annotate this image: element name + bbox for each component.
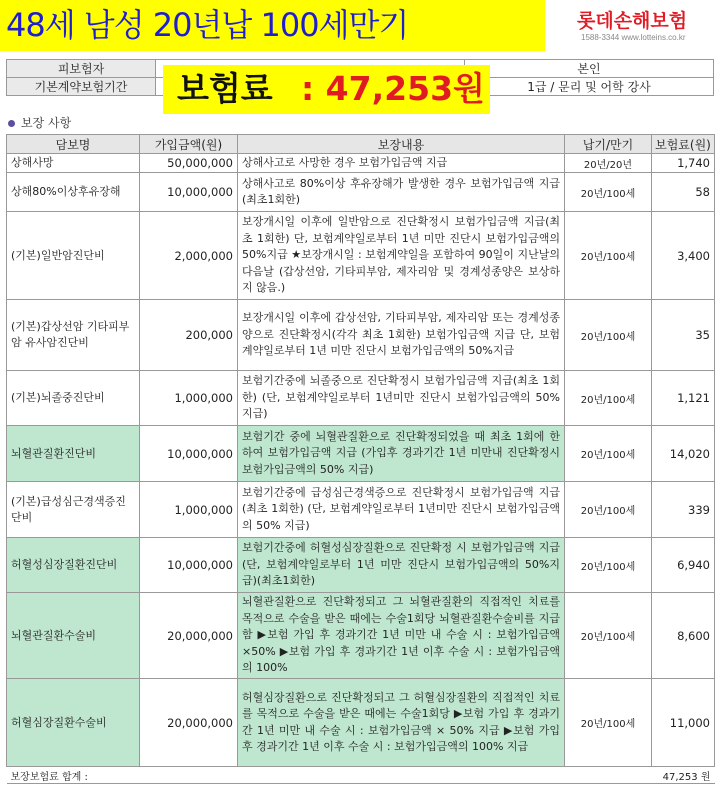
brand-contact: 1588-3344 www.lotteins.co.kr — [581, 33, 686, 42]
coverage-term: 20년/100세 — [565, 482, 652, 538]
coverage-premium: 1,740 — [652, 154, 715, 173]
insured-label: 피보험자 — [7, 60, 156, 78]
coverage-desc: 보장개시일 이후에 일반암으로 진단확정시 보험가입금액 지급(최초 1회한) 단, 보험계약일로부터 1년 미만 진단시 보험가입금액의 50%지급 ★보장개시일 : 보험계약일을 포함하여 90일이 지난날의 다음날 (갑상선암, 기타피부암, 제자리암 및 경계성종양은 보상하지 않음.) — [238, 212, 565, 300]
coverage-amount: 1,000,000 — [140, 482, 238, 538]
coverage-term: 20년/100세 — [565, 593, 652, 679]
brand-name: 롯데손해보험 — [577, 10, 688, 32]
coverage-amount: 2,000,000 — [140, 212, 238, 300]
table-row — [7, 300, 715, 371]
coverage-desc: 보장개시일 이후에 갑상선암, 기타피부암, 제자리암 또는 경계성종양으로 진단확정시(각각 최초 1회한) 보험가입금액 지급 단, 보험계약일로부터 1년 미만 진단시 보험가입금액의 50%지급 — [238, 300, 565, 371]
period-value: 1급 / 문리 및 어학 강사 — [465, 78, 714, 96]
coverage-premium: 58 — [652, 173, 715, 212]
premium-value: : 47,253원 — [301, 69, 485, 108]
coverage-desc: 상해사고로 사망한 경우 보험가입금액 지급 — [238, 154, 565, 173]
coverage-amount: 10,000,000 — [140, 426, 238, 482]
coverage-desc: 보험기간 중에 뇌혈관질환으로 진단확정되었을 때 최초 1회에 한하여 보험가입금액 지급 (가입후 경과기간 1년 미만내 진단확정시 보험가입금액의 50% 지급) — [238, 426, 565, 482]
coverage-name: 상해사망 — [7, 154, 140, 173]
section-title: 보장 사항 — [21, 116, 72, 130]
coverage-premium: 14,020 — [652, 426, 715, 482]
coverage-term: 20년/100세 — [565, 173, 652, 212]
table-header-row — [7, 135, 715, 154]
total-label: 보장보험료 합계 : — [7, 767, 652, 784]
header-premium: 보험료(원) — [652, 135, 715, 154]
table-row — [7, 212, 715, 300]
coverage-table — [6, 134, 715, 784]
table-row — [7, 538, 715, 593]
total-row — [7, 767, 715, 784]
header-description: 보장내용 — [238, 135, 565, 154]
coverage-term: 20년/20년 — [565, 154, 652, 173]
coverage-term: 20년/100세 — [565, 679, 652, 767]
insured-value: 본인 — [465, 60, 714, 78]
title-banner — [0, 0, 545, 51]
coverage-name: 상해80%이상후유장해 — [7, 173, 140, 212]
table-row — [7, 371, 715, 426]
table-row — [7, 154, 715, 173]
premium-highlight — [163, 65, 490, 114]
coverage-name: 뇌혈관질환수술비 — [7, 593, 140, 679]
coverage-amount: 1,000,000 — [140, 371, 238, 426]
coverage-term: 20년/100세 — [565, 371, 652, 426]
coverage-premium: 8,600 — [652, 593, 715, 679]
bullet-icon — [8, 120, 15, 127]
coverage-term: 20년/100세 — [565, 212, 652, 300]
coverage-name: 허혈성심장질환진단비 — [7, 538, 140, 593]
section-header — [8, 114, 71, 131]
table-row — [7, 426, 715, 482]
coverage-term: 20년/100세 — [565, 426, 652, 482]
header-coverage-name: 담보명 — [7, 135, 140, 154]
header-term: 납기/만기 — [565, 135, 652, 154]
coverage-amount: 50,000,000 — [140, 154, 238, 173]
coverage-amount: 20,000,000 — [140, 679, 238, 767]
coverage-premium: 6,940 — [652, 538, 715, 593]
coverage-amount: 200,000 — [140, 300, 238, 371]
premium-label: 보험료 — [177, 69, 273, 108]
coverage-desc: 보험기간중에 급성심근경색증으로 진단확정시 보험가입금액 지급(최초 1회한) (단, 보험계약일로부터 1년미만 진단시 보험가입금액의 50% 지급) — [238, 482, 565, 538]
coverage-premium: 339 — [652, 482, 715, 538]
page-title: 48세 남성 20년납 100세만기 — [6, 6, 409, 44]
coverage-amount: 10,000,000 — [140, 173, 238, 212]
coverage-name: (기본)뇌졸중진단비 — [7, 371, 140, 426]
coverage-name: 뇌혈관질환진단비 — [7, 426, 140, 482]
period-label: 기본계약보험기간 — [7, 78, 156, 96]
coverage-term: 20년/100세 — [565, 538, 652, 593]
coverage-premium: 1,121 — [652, 371, 715, 426]
coverage-premium: 11,000 — [652, 679, 715, 767]
coverage-amount: 20,000,000 — [140, 593, 238, 679]
coverage-term: 20년/100세 — [565, 300, 652, 371]
coverage-name: 허혈심장질환수술비 — [7, 679, 140, 767]
coverage-premium: 35 — [652, 300, 715, 371]
table-row — [7, 173, 715, 212]
table-row — [7, 593, 715, 679]
coverage-name: (기본)급성심근경색증진단비 — [7, 482, 140, 538]
coverage-desc: 상해사고로 80%이상 후유장해가 발생한 경우 보험가입금액 지급(최초1회한) — [238, 173, 565, 212]
total-value: 47,253 원 — [652, 767, 715, 784]
coverage-name: (기본)일반암진단비 — [7, 212, 140, 300]
coverage-desc: 보험기간중에 허혈성심장질환으로 진단확정 시 보험가입금액 지급 (단, 보험계약일로부터 1년 미만 진단시 보험가입금액의 50%지급)(최초1회한) — [238, 538, 565, 593]
coverage-premium: 3,400 — [652, 212, 715, 300]
header-amount: 가입금액(원) — [140, 135, 238, 154]
coverage-amount: 10,000,000 — [140, 538, 238, 593]
table-row — [7, 482, 715, 538]
coverage-desc: 허혈심장질환으로 진단확정되고 그 허혈심장질환의 직접적인 치료를 목적으로 수술을 받은 때에는 수술1회당 ▶보험 가입 후 경과기간 1년 미만 내 수술 시 : 보험가입금액 × 50% 지급 ▶보험 가입 후 경과기간 1년 이후 수술 시 : 보험가입금액의 100% 지급 — [238, 679, 565, 767]
brand-logo — [575, 6, 715, 48]
coverage-desc: 보험기간중에 뇌졸중으로 진단확정시 보험가입금액 지급(최초 1회한) (단, 보험계약일로부터 1년미만 진단시 보험가입금액의 50% 지급) — [238, 371, 565, 426]
table-row — [7, 679, 715, 767]
coverage-desc: 뇌혈관질환으로 진단확정되고 그 뇌혈관질환의 직접적인 치료를 목적으로 수술을 받은 때에는 수술1회당 뇌혈관질환수술비를 지급함 ▶보험 가입 후 경과기간 1년 미만 내 수술 시 : 보험가입금액×50% ▶보험 가입 후 경과기간 1년 이후 수술 시 : 보험가입금액의 100% — [238, 593, 565, 679]
coverage-name: (기본)갑상선암 기타피부암 유사암진단비 — [7, 300, 140, 371]
